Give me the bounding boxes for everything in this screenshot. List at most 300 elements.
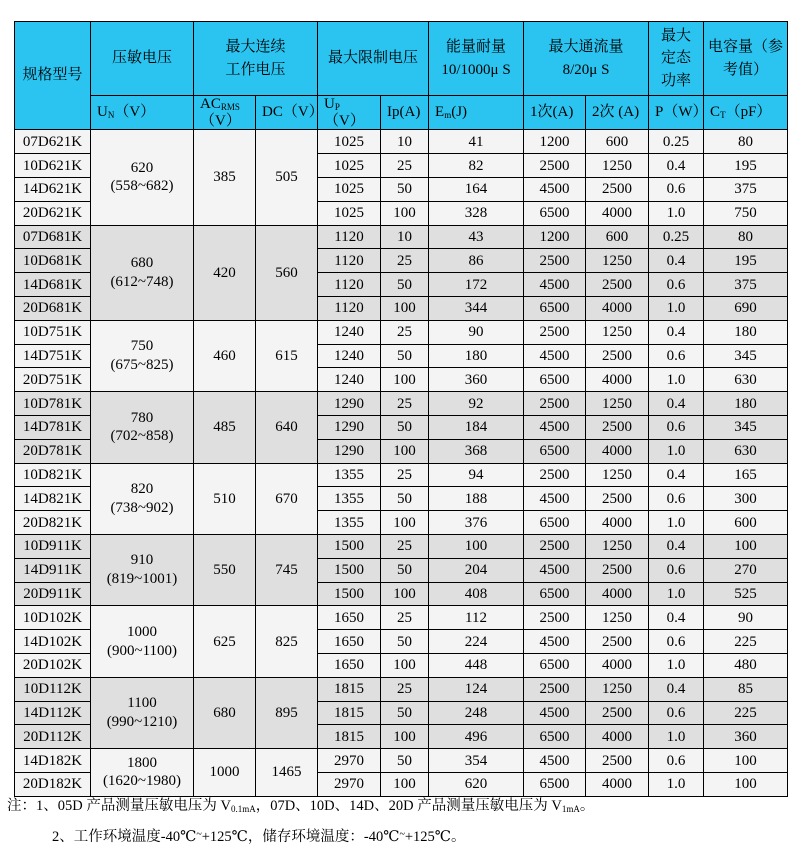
- table-header: [15, 22, 788, 130]
- model-cell: 20D751K: [15, 368, 91, 392]
- energy-cell: 112: [429, 606, 524, 630]
- energy-cell: 86: [429, 249, 524, 273]
- limit-voltage-cell: 1240: [318, 344, 381, 368]
- energy-cell: 620: [429, 772, 524, 796]
- un-value: 780: [130, 409, 154, 426]
- limit-voltage-cell: 1120: [318, 249, 381, 273]
- surge2-cell: 1250: [586, 606, 649, 630]
- header-power: [649, 22, 704, 96]
- capacitance-cell: 750: [704, 201, 788, 225]
- energy-cell: 344: [429, 296, 524, 320]
- power-cell: 1.0: [649, 511, 704, 535]
- power-cell: 1.0: [649, 772, 704, 796]
- ip-cell: 50: [381, 344, 429, 368]
- power-cell: 1.0: [649, 725, 704, 749]
- energy-cell: 496: [429, 725, 524, 749]
- ip-cell: 25: [381, 606, 429, 630]
- surge2-cell: 4000: [586, 439, 649, 463]
- energy-cell: 328: [429, 201, 524, 225]
- surge1-cell: 6500: [524, 725, 586, 749]
- power-cell: 0.6: [649, 701, 704, 725]
- varistor-voltage-cell: [91, 463, 194, 534]
- ip-cell: 25: [381, 392, 429, 416]
- power-cell: 0.4: [649, 463, 704, 487]
- surge1-cell: 2500: [524, 606, 586, 630]
- energy-cell: 368: [429, 439, 524, 463]
- subheader-power: P（W）: [649, 96, 704, 130]
- spec-table: [14, 21, 788, 797]
- model-cell: 14D781K: [15, 415, 91, 439]
- subheader-un: $U_N(V)$: [91, 96, 194, 130]
- surge2-cell: 4000: [586, 725, 649, 749]
- energy-cell: 100: [429, 534, 524, 558]
- header-energy: [429, 22, 524, 96]
- capacitance-cell: 345: [704, 415, 788, 439]
- surge2-cell: 1250: [586, 534, 649, 558]
- model-cell: 07D681K: [15, 225, 91, 249]
- limit-voltage-cell: 1290: [318, 392, 381, 416]
- surge1-cell: 4500: [524, 344, 586, 368]
- un-value: 1000: [127, 623, 157, 640]
- un-range: (702~858): [110, 428, 174, 445]
- energy-cell: 408: [429, 582, 524, 606]
- surge1-cell: 6500: [524, 511, 586, 535]
- capacitance-cell: 80: [704, 225, 788, 249]
- ip-cell: 100: [381, 368, 429, 392]
- un-value: 1100: [127, 695, 157, 712]
- capacitance-cell: 85: [704, 677, 788, 701]
- un-range: (1620~1980): [102, 773, 182, 790]
- header-surge-line1: 最大通流量: [548, 39, 624, 55]
- energy-cell: 82: [429, 154, 524, 178]
- ip-cell: 100: [381, 582, 429, 606]
- power-cell: 0.6: [649, 344, 704, 368]
- varistor-voltage-cell: [91, 130, 194, 225]
- capacitance-cell: 100: [704, 772, 788, 796]
- subheader-em: $E_m(J)$: [429, 96, 524, 130]
- energy-cell: 180: [429, 344, 524, 368]
- un-range: (612~748): [110, 273, 174, 290]
- surge2-cell: 2500: [586, 415, 649, 439]
- ip-cell: 100: [381, 201, 429, 225]
- header-max-continuous-line1: 最大连续: [225, 39, 286, 55]
- limit-voltage-cell: 1025: [318, 201, 381, 225]
- power-cell: 0.6: [649, 273, 704, 297]
- energy-cell: 184: [429, 415, 524, 439]
- capacitance-cell: 225: [704, 630, 788, 654]
- surge1-cell: 2500: [524, 534, 586, 558]
- surge2-cell: 4000: [586, 201, 649, 225]
- energy-cell: 354: [429, 749, 524, 773]
- limit-voltage-cell: 1025: [318, 130, 381, 154]
- model-cell: 10D102K: [15, 606, 91, 630]
- surge2-cell: 2500: [586, 749, 649, 773]
- model-cell: 20D911K: [15, 582, 91, 606]
- capacitance-cell: 80: [704, 130, 788, 154]
- power-cell: 0.4: [649, 320, 704, 344]
- limit-voltage-cell: 1290: [318, 415, 381, 439]
- surge1-cell: 4500: [524, 701, 586, 725]
- power-cell: 1.0: [649, 439, 704, 463]
- ac-rms-cell: 420: [194, 225, 256, 320]
- limit-voltage-cell: 1120: [318, 273, 381, 297]
- capacitance-cell: 600: [704, 511, 788, 535]
- ip-cell: 50: [381, 749, 429, 773]
- model-cell: 14D112K: [15, 701, 91, 725]
- dc-cell: 895: [256, 677, 318, 748]
- power-cell: 0.25: [649, 130, 704, 154]
- model-cell: 20D102K: [15, 653, 91, 677]
- header-power-line2: 定态: [661, 50, 692, 67]
- surge1-cell: 2500: [524, 463, 586, 487]
- surge1-cell: 6500: [524, 296, 586, 320]
- table-row: [15, 606, 788, 630]
- header-capacitance-line2: 考值）: [723, 61, 769, 78]
- subheader-surge2: 2次 (A): [586, 96, 649, 130]
- footnotes: [7, 793, 594, 850]
- model-cell: 10D821K: [15, 463, 91, 487]
- capacitance-cell: 630: [704, 368, 788, 392]
- un-range: (675~825): [110, 356, 174, 373]
- power-cell: 0.4: [649, 606, 704, 630]
- power-cell: 1.0: [649, 296, 704, 320]
- ip-cell: 50: [381, 558, 429, 582]
- capacitance-cell: 525: [704, 582, 788, 606]
- ip-cell: 50: [381, 701, 429, 725]
- varistor-voltage-cell: [91, 225, 194, 320]
- energy-cell: 172: [429, 273, 524, 297]
- ip-cell: 25: [381, 677, 429, 701]
- subheader-ac: $AC_{RMS}(V)$: [194, 96, 256, 130]
- capacitance-cell: 630: [704, 439, 788, 463]
- ip-cell: 50: [381, 177, 429, 201]
- energy-cell: 376: [429, 511, 524, 535]
- capacitance-cell: 375: [704, 273, 788, 297]
- header-energy-line2: 10/1000μ S: [441, 61, 511, 78]
- capacitance-cell: 180: [704, 392, 788, 416]
- surge1-cell: 1200: [524, 130, 586, 154]
- surge2-cell: 4000: [586, 511, 649, 535]
- table-row: [15, 677, 788, 701]
- surge2-cell: 1250: [586, 320, 649, 344]
- varistor-voltage-cell: [91, 392, 194, 463]
- energy-cell: 90: [429, 320, 524, 344]
- model-cell: 20D681K: [15, 296, 91, 320]
- power-cell: 1.0: [649, 201, 704, 225]
- limit-voltage-cell: 1650: [318, 606, 381, 630]
- surge2-cell: 1250: [586, 249, 649, 273]
- header-surge: [524, 22, 649, 96]
- capacitance-cell: 195: [704, 249, 788, 273]
- limit-voltage-cell: 1815: [318, 725, 381, 749]
- header-row-2: [15, 96, 788, 130]
- table-row: [15, 534, 788, 558]
- model-cell: 20D112K: [15, 725, 91, 749]
- dc-cell: 1465: [256, 749, 318, 797]
- limit-voltage-cell: 2970: [318, 749, 381, 773]
- ac-rms-cell: 485: [194, 392, 256, 463]
- surge2-cell: 4000: [586, 772, 649, 796]
- un-value: 910: [130, 552, 154, 569]
- capacitance-cell: 195: [704, 154, 788, 178]
- capacitance-cell: 360: [704, 725, 788, 749]
- surge2-cell: 4000: [586, 653, 649, 677]
- energy-cell: 248: [429, 701, 524, 725]
- varistor-voltage-cell: [91, 534, 194, 605]
- power-cell: 0.4: [649, 249, 704, 273]
- subheader-up: $U_P$ （V）: [318, 96, 381, 130]
- capacitance-cell: 100: [704, 749, 788, 773]
- power-cell: 1.0: [649, 368, 704, 392]
- limit-voltage-cell: 1650: [318, 653, 381, 677]
- surge1-cell: 6500: [524, 772, 586, 796]
- energy-cell: 43: [429, 225, 524, 249]
- ip-cell: 25: [381, 320, 429, 344]
- surge2-cell: 1250: [586, 463, 649, 487]
- energy-cell: 448: [429, 653, 524, 677]
- model-cell: 10D751K: [15, 320, 91, 344]
- surge1-cell: 6500: [524, 653, 586, 677]
- energy-cell: 360: [429, 368, 524, 392]
- limit-voltage-cell: 1500: [318, 534, 381, 558]
- power-cell: 0.4: [649, 154, 704, 178]
- table-body: [15, 130, 788, 796]
- power-cell: 1.0: [649, 582, 704, 606]
- surge2-cell: 4000: [586, 582, 649, 606]
- limit-voltage-cell: 2970: [318, 772, 381, 796]
- surge1-cell: 6500: [524, 368, 586, 392]
- un-range: (738~902): [110, 499, 174, 516]
- surge2-cell: 2500: [586, 630, 649, 654]
- ac-rms-cell: 550: [194, 534, 256, 605]
- header-max-continuous: [194, 22, 318, 96]
- surge1-cell: 4500: [524, 415, 586, 439]
- surge1-cell: 2500: [524, 154, 586, 178]
- model-cell: 10D911K: [15, 534, 91, 558]
- note-1: 注：1、05D 产品测量压敏电压为 $V_{0.1mA}$，07D、10D、14D、20D 产品测量压敏电压为 $V_{1mA}$。: [7, 798, 595, 814]
- power-cell: 0.25: [649, 225, 704, 249]
- un-value: 750: [130, 338, 154, 355]
- varistor-voltage-cell: [91, 320, 194, 391]
- subheader-dc: DC（V）: [256, 96, 318, 130]
- model-cell: 14D681K: [15, 273, 91, 297]
- model-cell: 20D781K: [15, 439, 91, 463]
- energy-cell: 164: [429, 177, 524, 201]
- limit-voltage-cell: 1240: [318, 320, 381, 344]
- table-row: [15, 225, 788, 249]
- table-row: [15, 463, 788, 487]
- header-surge-line2: 8/20μ S: [562, 61, 610, 78]
- ac-rms-cell: 680: [194, 677, 256, 748]
- model-cell: 10D781K: [15, 392, 91, 416]
- capacitance-cell: 165: [704, 463, 788, 487]
- model-cell: 14D911K: [15, 558, 91, 582]
- capacitance-cell: 345: [704, 344, 788, 368]
- power-cell: 1.0: [649, 653, 704, 677]
- header-row-1: [15, 22, 788, 96]
- un-value: 620: [130, 159, 154, 176]
- surge1-cell: 4500: [524, 558, 586, 582]
- header-varistor-voltage: 压敏电压: [91, 22, 194, 96]
- capacitance-cell: 270: [704, 558, 788, 582]
- ip-cell: 10: [381, 130, 429, 154]
- ip-cell: 100: [381, 296, 429, 320]
- surge2-cell: 2500: [586, 177, 649, 201]
- ac-rms-cell: 510: [194, 463, 256, 534]
- surge2-cell: 2500: [586, 344, 649, 368]
- model-cell: 20D182K: [15, 772, 91, 796]
- ip-cell: 25: [381, 249, 429, 273]
- limit-voltage-cell: 1355: [318, 511, 381, 535]
- varistor-voltage-cell: [91, 749, 194, 797]
- model-cell: 10D112K: [15, 677, 91, 701]
- power-cell: 0.4: [649, 392, 704, 416]
- un-range: (558~682): [110, 178, 174, 195]
- ip-cell: 100: [381, 511, 429, 535]
- surge1-cell: 4500: [524, 487, 586, 511]
- surge1-cell: 4500: [524, 749, 586, 773]
- surge2-cell: 600: [586, 130, 649, 154]
- header-capacitance-line1: 电容量（参: [708, 39, 784, 55]
- surge1-cell: 4500: [524, 177, 586, 201]
- header-power-line1: 最大: [661, 27, 692, 44]
- limit-voltage-cell: 1500: [318, 582, 381, 606]
- surge1-cell: 2500: [524, 392, 586, 416]
- surge2-cell: 2500: [586, 273, 649, 297]
- capacitance-cell: 300: [704, 487, 788, 511]
- ip-cell: 50: [381, 487, 429, 511]
- surge1-cell: 6500: [524, 201, 586, 225]
- power-cell: 0.6: [649, 558, 704, 582]
- power-cell: 0.6: [649, 749, 704, 773]
- limit-voltage-cell: 1815: [318, 677, 381, 701]
- surge2-cell: 600: [586, 225, 649, 249]
- ip-cell: 50: [381, 273, 429, 297]
- table-row: [15, 130, 788, 154]
- power-cell: 0.4: [649, 677, 704, 701]
- surge1-cell: 4500: [524, 630, 586, 654]
- power-cell: 0.6: [649, 487, 704, 511]
- energy-cell: 124: [429, 677, 524, 701]
- table-row: [15, 392, 788, 416]
- table-row: [15, 320, 788, 344]
- note-2: 2、工作环境温度-40℃~+125℃，储存环境温度：-40℃~+125℃。: [52, 829, 466, 845]
- surge1-cell: 6500: [524, 439, 586, 463]
- surge1-cell: 4500: [524, 273, 586, 297]
- limit-voltage-cell: 1815: [318, 701, 381, 725]
- ip-cell: 25: [381, 154, 429, 178]
- un-value: 820: [130, 480, 154, 497]
- ip-cell: 50: [381, 415, 429, 439]
- dc-cell: 745: [256, 534, 318, 605]
- limit-voltage-cell: 1025: [318, 177, 381, 201]
- ip-cell: 10: [381, 225, 429, 249]
- header-model: 规格型号: [15, 22, 91, 130]
- un-range: (900~1100): [106, 642, 178, 659]
- dc-cell: 670: [256, 463, 318, 534]
- ip-cell: 100: [381, 772, 429, 796]
- surge1-cell: 6500: [524, 582, 586, 606]
- energy-cell: 224: [429, 630, 524, 654]
- ac-rms-cell: 460: [194, 320, 256, 391]
- surge2-cell: 1250: [586, 677, 649, 701]
- power-cell: 0.6: [649, 630, 704, 654]
- power-cell: 0.6: [649, 415, 704, 439]
- header-max-limit: 最大限制电压: [318, 22, 429, 96]
- header-max-continuous-line2: 工作电压: [225, 61, 286, 78]
- surge2-cell: 2500: [586, 487, 649, 511]
- surge1-cell: 2500: [524, 320, 586, 344]
- capacitance-cell: 480: [704, 653, 788, 677]
- surge1-cell: 2500: [524, 677, 586, 701]
- ip-cell: 25: [381, 534, 429, 558]
- varistor-voltage-cell: [91, 677, 194, 748]
- power-cell: 0.4: [649, 534, 704, 558]
- energy-cell: 188: [429, 487, 524, 511]
- dc-cell: 640: [256, 392, 318, 463]
- energy-cell: 41: [429, 130, 524, 154]
- un-value: 680: [130, 254, 154, 271]
- subheader-surge1: 1次(A): [524, 96, 586, 130]
- model-cell: 14D182K: [15, 749, 91, 773]
- limit-voltage-cell: 1355: [318, 487, 381, 511]
- ip-cell: 100: [381, 439, 429, 463]
- model-cell: 20D621K: [15, 201, 91, 225]
- limit-voltage-cell: 1025: [318, 154, 381, 178]
- capacitance-cell: 690: [704, 296, 788, 320]
- power-cell: 0.6: [649, 177, 704, 201]
- ip-cell: 25: [381, 463, 429, 487]
- un-value: 1800: [127, 754, 157, 771]
- capacitance-cell: 90: [704, 606, 788, 630]
- surge2-cell: 4000: [586, 368, 649, 392]
- surge2-cell: 1250: [586, 392, 649, 416]
- surge1-cell: 1200: [524, 225, 586, 249]
- capacitance-cell: 375: [704, 177, 788, 201]
- limit-voltage-cell: 1120: [318, 225, 381, 249]
- model-cell: 20D821K: [15, 511, 91, 535]
- energy-cell: 94: [429, 463, 524, 487]
- ac-rms-cell: 385: [194, 130, 256, 225]
- model-cell: 10D621K: [15, 154, 91, 178]
- capacitance-cell: 100: [704, 534, 788, 558]
- ac-rms-cell: 1000: [194, 749, 256, 797]
- subheader-ip: Ip(A): [381, 96, 429, 130]
- ip-cell: 100: [381, 725, 429, 749]
- model-cell: 14D621K: [15, 177, 91, 201]
- dc-cell: 505: [256, 130, 318, 225]
- header-power-line3: 功率: [661, 72, 692, 89]
- dc-cell: 615: [256, 320, 318, 391]
- model-cell: 10D681K: [15, 249, 91, 273]
- un-range: (819~1001): [106, 571, 178, 588]
- limit-voltage-cell: 1290: [318, 439, 381, 463]
- un-range: (990~1210): [106, 713, 178, 730]
- limit-voltage-cell: 1240: [318, 368, 381, 392]
- surge2-cell: 1250: [586, 154, 649, 178]
- limit-voltage-cell: 1120: [318, 296, 381, 320]
- ip-cell: 100: [381, 653, 429, 677]
- limit-voltage-cell: 1650: [318, 630, 381, 654]
- varistor-voltage-cell: [91, 606, 194, 677]
- model-cell: 14D102K: [15, 630, 91, 654]
- capacitance-cell: 225: [704, 701, 788, 725]
- ip-cell: 50: [381, 630, 429, 654]
- surge1-cell: 2500: [524, 249, 586, 273]
- energy-cell: 92: [429, 392, 524, 416]
- surge2-cell: 2500: [586, 558, 649, 582]
- table-row: [15, 749, 788, 773]
